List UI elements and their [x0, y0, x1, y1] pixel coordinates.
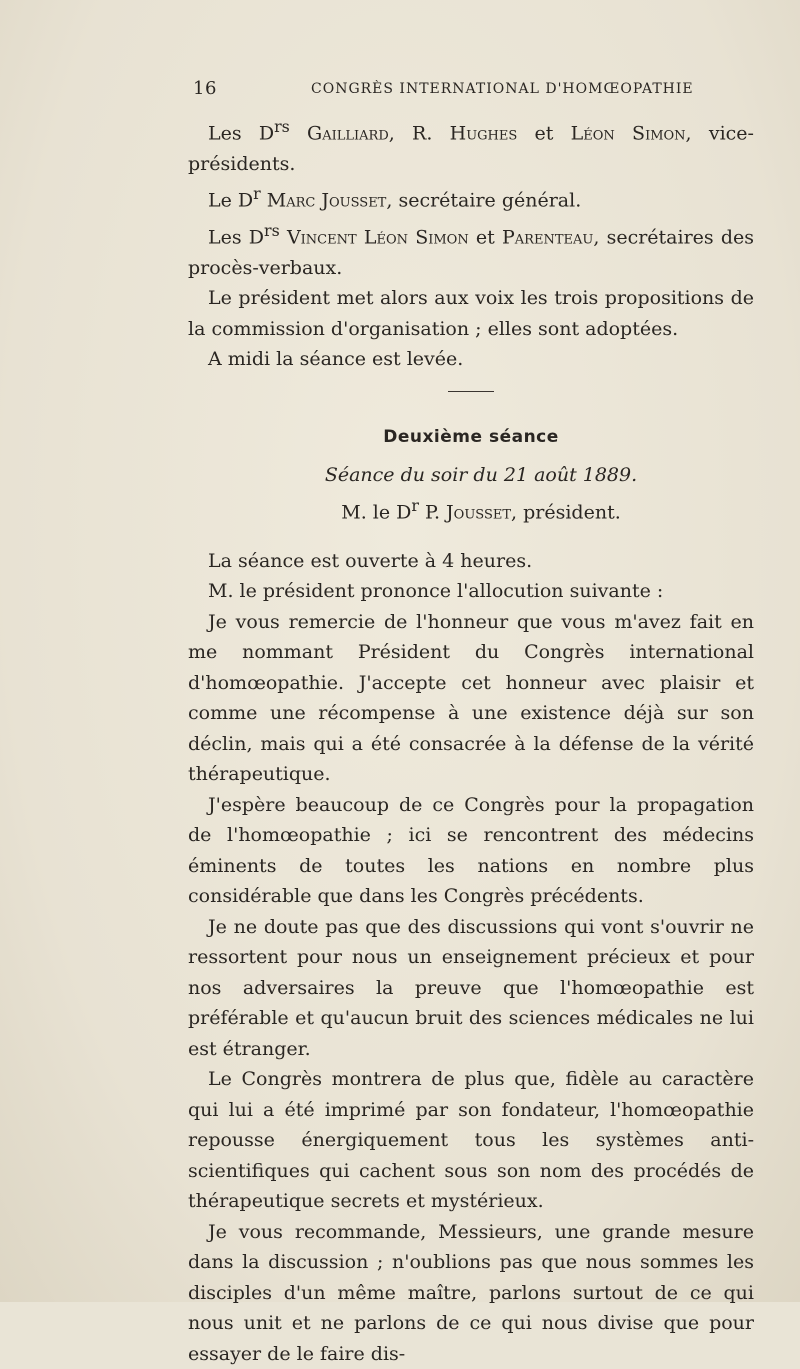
paragraph: Le Congrès montrera de plus que, fidèle au caractère qui lui a été imprimé par son fondateur, l'homœopathie repousse énergiquement tous les systèmes anti-scientifiques qui cachent sous son nom des procédés de thérapeutique secrets et mystérieux.: [188, 1068, 754, 1213]
running-header: [193, 78, 753, 102]
section-divider: [448, 391, 494, 392]
running-title: CONGRÈS INTERNATIONAL D'HOMŒOPATHIE: [311, 81, 694, 97]
officers-secretary-general: Le $D^r$ Marc Jousset, secrétaire général.: [208, 184, 582, 212]
officers-vice-presidents: Les $D^{rs}$ Gailliard, R. Hughes et Léon Simon, vice-présidents.: [188, 117, 754, 175]
paragraph: J'espère beaucoup de ce Congrès pour la propagation de l'homœopathie ; ici se rencontrent des médecins éminents de toutes les nations en nombre plus considérable que dans les Congrès précédents.: [188, 793, 754, 908]
paragraph: La séance est ouverte à 4 heures.: [208, 549, 533, 572]
paragraph: Je ne doute pas que des discussions qui vont s'ouvrir ne ressortent pour nous un enseignement précieux et pour nos adversaires la preuve que l'homœopathie est préférable et qu'aucun bruit des sciences médicales ne lui est étranger.: [188, 915, 754, 1060]
section-title: Deuxième séance: [383, 426, 559, 447]
officers-secretaries: Les $D^{rs}$ Vincent Léon Simon et Parenteau, secrétaires des procès-verbaux.: [188, 221, 755, 279]
page-number: 16: [193, 78, 217, 99]
paragraph: M. le président prononce l'allocution suivante :: [208, 580, 664, 603]
section-president: M. le $D^r$ P. Jousset, président.: [341, 495, 621, 524]
section-subtitle: Séance du soir du 21 août 1889.: [324, 464, 638, 487]
page-body: [188, 112, 754, 1369]
vote-paragraph: Le président met alors aux voix les trois propositions de la commission d'organisation ; elles sont adoptées.: [188, 287, 754, 340]
paragraph: Je vous recommande, Messieurs, une grande mesure dans la discussion ; n'oublions pas que nous sommes les disciples d'un même maître, parlons surtout de ce qui nous unit et ne parlons de ce qui nous divise que pour essayer de le faire dis-: [188, 1220, 754, 1365]
paragraph: Je vous remercie de l'honneur que vous m'avez fait en me nommant Président du Congrès international d'homœopathie. J'accepte cet honneur avec plaisir et comme une récompense à une existence déjà sur son déclin, mais qui a été consacrée à la défense de la vérité thérapeutique.: [188, 610, 754, 786]
session-closed: A midi la séance est levée.: [208, 348, 464, 371]
